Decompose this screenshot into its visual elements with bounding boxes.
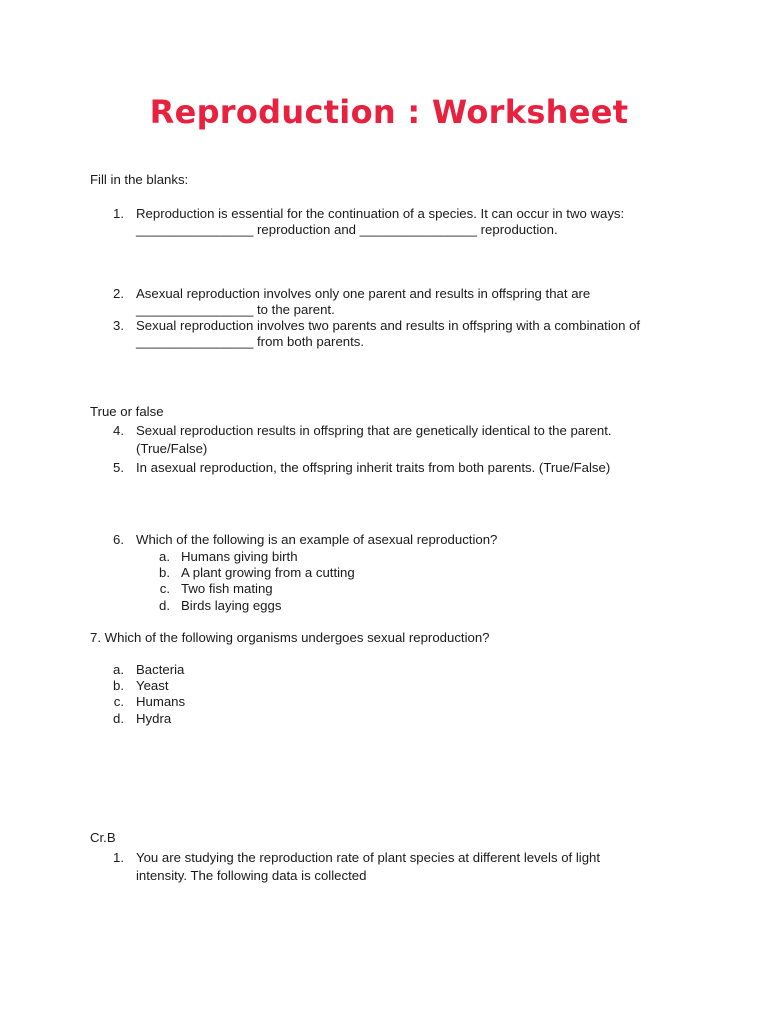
question-2-text: Asexual reproduction involves only one parent and results in offspring that are [136, 286, 591, 301]
page-title: Reproduction : Worksheet [149, 93, 629, 131]
question-3-blank: ________________ from both parents. [136, 334, 365, 349]
option-text: Bacteria [136, 662, 185, 677]
option-letter: b. [159, 565, 170, 580]
crb-question-1-text: You are studying the reproduction rate of plant species at different levels of light [136, 850, 601, 865]
question-3-text: Sexual reproduction involves two parents and results in offspring with a combination of [136, 318, 641, 333]
question-1-text: Reproduction is essential for the continuation of a species. It can occur in two ways: [136, 206, 625, 221]
question-number: 1. [113, 850, 124, 865]
question-4-text: Sexual reproduction results in offspring that are genetically identical to the parent. [136, 423, 612, 438]
section-heading-fill-blanks: Fill in the blanks: [90, 172, 189, 187]
option-text: Humans [136, 694, 186, 709]
question-5-text: In asexual reproduction, the offspring inherit traits from both parents. (True/False) [136, 460, 611, 475]
question-number: 2. [113, 286, 124, 301]
option-letter: d. [113, 711, 124, 726]
section-heading-true-false: True or false [90, 404, 164, 419]
question-number: 4. [113, 423, 124, 438]
option-text: Yeast [136, 678, 169, 693]
option-letter: a. [113, 662, 124, 677]
option-letter: a. [159, 549, 170, 564]
section-heading-crb: Cr.B [90, 830, 116, 845]
option-text: Hydra [136, 711, 172, 726]
option-letter: b. [113, 678, 124, 693]
option-letter: c. [159, 581, 170, 596]
question-7-text: 7. Which of the following organisms undergoes sexual reproduction? [90, 630, 490, 645]
question-number: 5. [113, 460, 124, 475]
question-6-text: Which of the following is an example of asexual reproduction? [136, 532, 498, 547]
question-number: 3. [113, 318, 124, 333]
question-2-blank: ________________ to the parent. [136, 302, 335, 317]
option-text: Birds laying eggs [181, 598, 282, 613]
option-letter: d. [159, 598, 170, 613]
question-4-answer-format: (True/False) [136, 441, 208, 456]
crb-question-1-text-continued: intensity. The following data is collected [136, 868, 367, 883]
question-number: 1. [113, 206, 124, 221]
option-letter: c. [113, 694, 124, 709]
option-text: Two fish mating [181, 581, 273, 596]
option-text: Humans giving birth [181, 549, 298, 564]
question-number: 6. [113, 532, 124, 547]
option-text: A plant growing from a cutting [181, 565, 355, 580]
question-1-blanks: ________________ reproduction and ________________ reproduction. [136, 222, 558, 237]
